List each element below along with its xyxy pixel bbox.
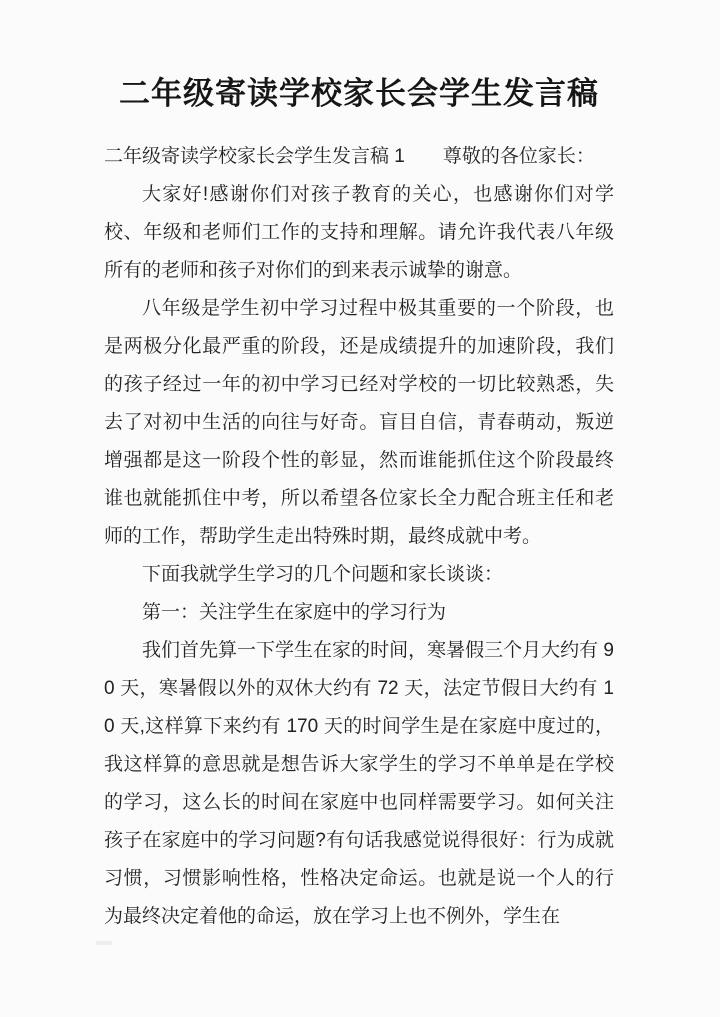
- document-title: 二年级寄读学校家长会学生发言稿: [119, 76, 599, 111]
- paragraph-home-study: 我们首先算一下学生在家的时间，寒暑假三个月大约有 90 天，寒暑假以外的双休大约有 72 天，法定节假日大约有 10 天,这样算下来约有 170 天的时间学生是在家庭中度过的，我这样算的意思就是想告诉大家学生的学习不单单是在学校的学习，这么长的时间在家庭中也同样需要学习。如何关注孩子在家庭中的学习问题?有句话我感觉说得很好：行为成就习惯，习惯影响性格，性格决定命运。也就是说一个人的行为最终决定着他的命运，放在学习上也不例外，学生在: [104, 640, 614, 927]
- scan-artifact: [96, 941, 112, 945]
- paragraph-meta-line: 二年级寄读学校家长会学生发言稿 1 尊敬的各位家长：: [104, 146, 595, 167]
- paragraph-stage-analysis: 八年级是学生初中学习过程中极其重要的一个阶段，也是两极分化最严重的阶段，还是成绩提升的加速阶段，我们的孩子经过一年的初中学习已经对学校的一切比较熟悉，失去了对初中生活的向往与好奇。盲目自信，青春萌动，叛逆增强都是这一阶段个性的彰显，然而谁能抓住这个阶段最终谁也就能抓住中考，所以希望各位家长全力配合班主任和老师的工作，帮助学生走出特殊时期，最终成就中考。: [104, 298, 614, 547]
- paragraph-greeting: 大家好!感谢你们对孩子教育的关心，也感谢你们对学校、年级和老师们工作的支持和理解。请允许我代表八年级所有的老师和孩子对你们的到来表示诚挚的谢意。: [104, 184, 614, 281]
- paragraph-transition: 下面我就学生学习的几个问题和家长谈谈：: [142, 564, 504, 585]
- paragraph-section-1-heading: 第一：关注学生在家庭中的学习行为: [142, 602, 447, 623]
